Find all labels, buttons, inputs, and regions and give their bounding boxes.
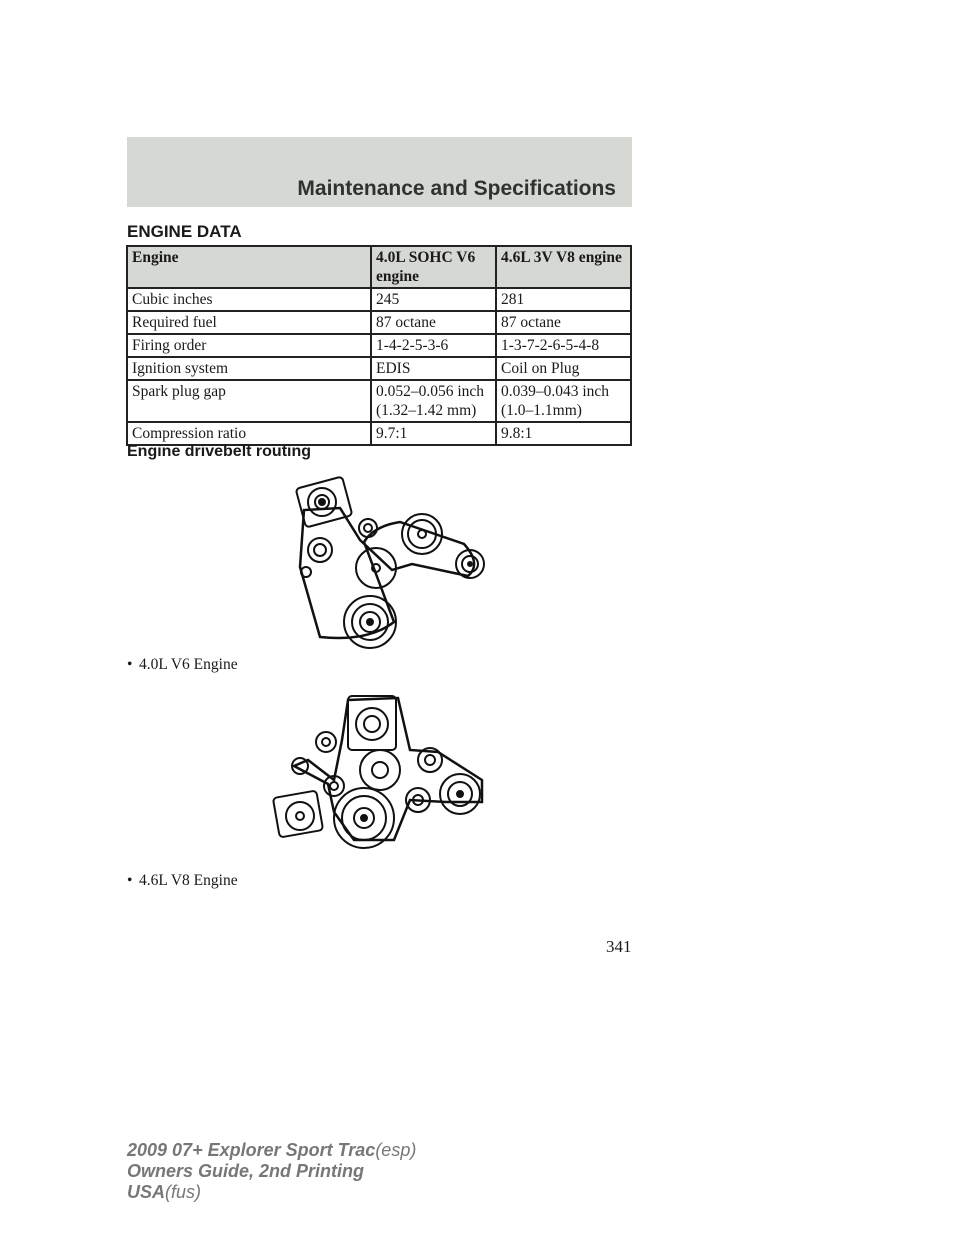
table-cell: Coil on Plug <box>496 357 631 380</box>
table-cell: Compression ratio <box>127 422 371 445</box>
table-cell: 0.039–0.043 inch (1.0–1.1mm) <box>496 380 631 422</box>
footer-region: USA <box>127 1182 166 1202</box>
table-header-cell: 4.0L SOHC V6 engine <box>371 246 496 288</box>
footer-code: (esp) <box>375 1140 417 1160</box>
section-title: ENGINE DATA <box>127 222 242 241</box>
table-row <box>127 422 631 445</box>
page-title: Maintenance and Specifications <box>297 177 616 200</box>
footer-region-code: (fus) <box>165 1182 202 1202</box>
crankshaft-pulley-icon <box>334 788 394 848</box>
table-header-row <box>127 246 631 288</box>
table-row <box>127 380 631 422</box>
footer-line-3 <box>127 1182 416 1203</box>
table-cell: Ignition system <box>127 357 371 380</box>
page-number: 341 <box>606 937 632 956</box>
bullet-dot: • <box>127 872 133 889</box>
footer-line-1 <box>127 1140 416 1161</box>
engine-data-table <box>126 245 632 446</box>
v6-drivebelt-diagram <box>282 472 492 652</box>
table-cell: 1-3-7-2-6-5-4-8 <box>496 334 631 357</box>
bullet-v8 <box>127 872 238 890</box>
table-cell: 9.8:1 <box>496 422 631 445</box>
table-cell: 9.7:1 <box>371 422 496 445</box>
tensioner-pulley-icon <box>301 538 332 577</box>
water-pump-pulley-icon <box>402 514 442 554</box>
table-cell: Required fuel <box>127 311 371 334</box>
water-pump-pulley-icon <box>360 750 400 790</box>
bullet-text: 4.6L V8 Engine <box>139 872 238 889</box>
table-row <box>127 311 631 334</box>
ac-compressor-pulley-icon <box>273 790 323 837</box>
alternator-icon <box>348 696 396 750</box>
v8-drivebelt-diagram <box>270 690 490 860</box>
table-cell: Firing order <box>127 334 371 357</box>
table-row <box>127 288 631 311</box>
table-cell: 87 octane <box>371 311 496 334</box>
footer-line-2: Owners Guide, 2nd Printing <box>127 1161 365 1181</box>
header-band <box>127 137 632 207</box>
table-cell: 245 <box>371 288 496 311</box>
table-row <box>127 334 631 357</box>
table-cell: 1-4-2-5-3-6 <box>371 334 496 357</box>
table-cell: 87 octane <box>496 311 631 334</box>
footer-title: 2009 07+ Explorer Sport Trac <box>127 1140 376 1160</box>
power-steering-pulley-icon <box>440 774 480 814</box>
footer <box>127 1140 416 1203</box>
bullet-v6 <box>127 656 238 674</box>
crankshaft-pulley-icon <box>344 596 396 648</box>
table-row <box>127 357 631 380</box>
table-header-cell: 4.6L 3V V8 engine <box>496 246 631 288</box>
table-cell: 281 <box>496 288 631 311</box>
table-header-cell: Engine <box>127 246 371 288</box>
idler-pulley-icon <box>359 519 377 537</box>
table-cell: Cubic inches <box>127 288 371 311</box>
alternator-icon <box>296 476 353 527</box>
table-cell: EDIS <box>371 357 496 380</box>
table-cell: 0.052–0.056 inch (1.32–1.42 mm) <box>371 380 496 422</box>
idler-pulley-icon <box>316 732 336 752</box>
bullet-text: 4.0L V6 Engine <box>139 656 238 673</box>
bullet-dot: • <box>127 656 133 673</box>
table-cell: Spark plug gap <box>127 380 371 422</box>
drivebelt-heading: Engine drivebelt routing <box>127 443 312 460</box>
